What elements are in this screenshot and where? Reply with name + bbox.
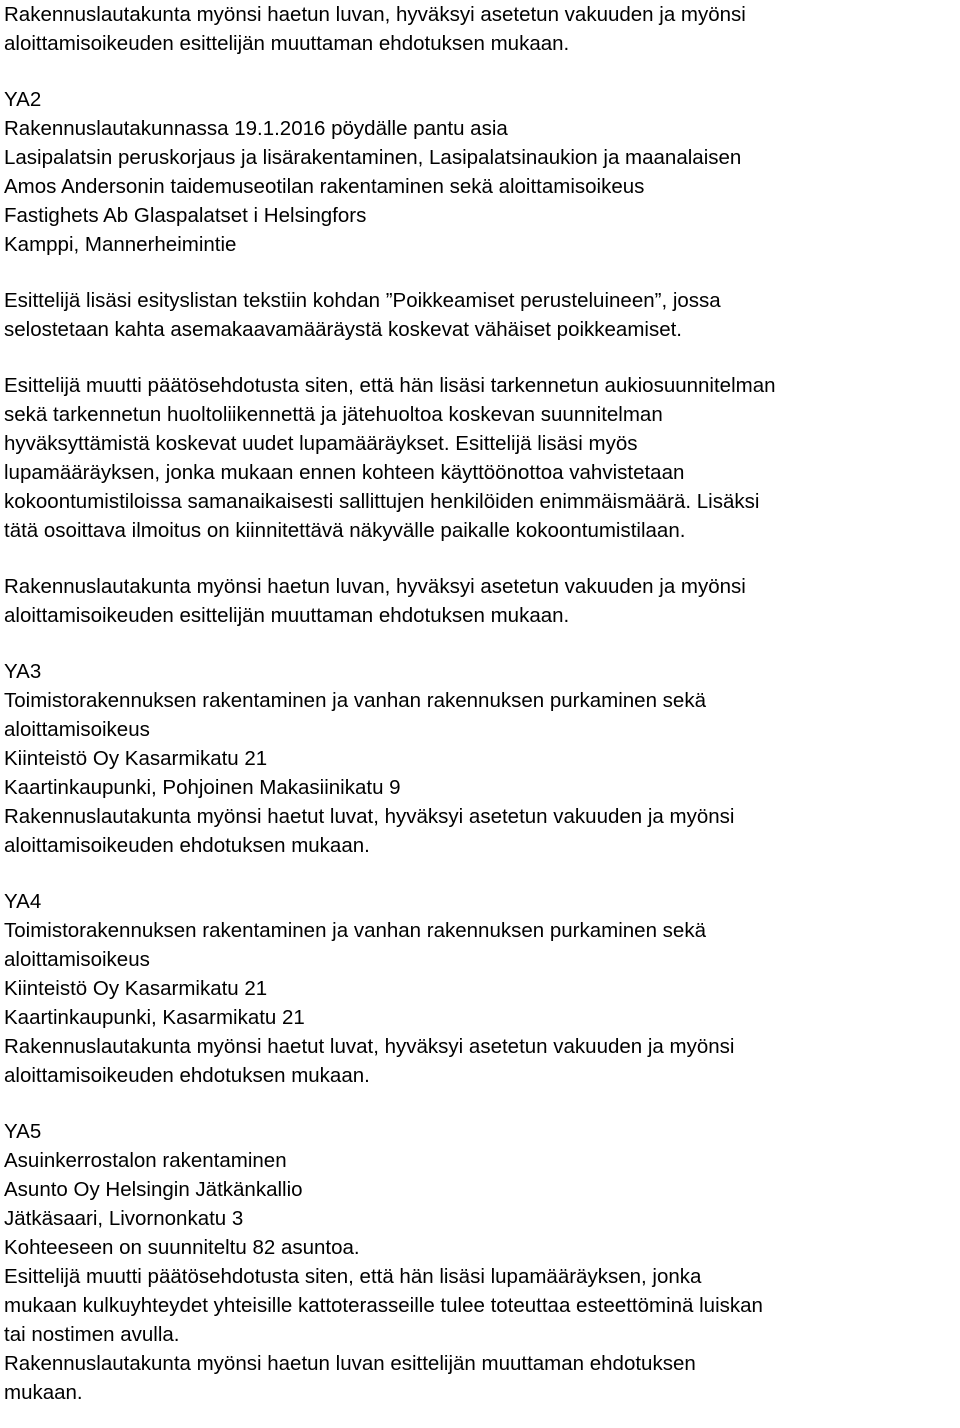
text-line: Amos Andersonin taidemuseotilan rakentaminen sekä aloittamisoikeus (4, 175, 645, 198)
paragraph-spacer (4, 259, 954, 286)
ya2-paragraph-exceptions (4, 286, 954, 344)
paragraph-spacer (4, 860, 954, 887)
text-line: tai nostimen avulla. (4, 1323, 180, 1346)
section-heading: YA2 (4, 88, 42, 111)
text-line: Kamppi, Mannerheimintie (4, 233, 237, 256)
text-line: aloittamisoikeus (4, 718, 150, 741)
text-line: Esittelijä muutti päätösehdotusta siten, että hän lisäsi tarkennetun aukiosuunnitelman (4, 374, 776, 397)
section-heading: YA3 (4, 660, 42, 683)
paragraph-spacer (4, 545, 954, 572)
text-line: Rakennuslautakunta myönsi haetun luvan, hyväksyi asetetun vakuuden ja myönsi (4, 3, 746, 26)
text-line: Esittelijä muutti päätösehdotusta siten, että hän lisäsi lupamääräyksen, jonka (4, 1265, 702, 1288)
text-line: Asuinkerrostalon rakentaminen (4, 1149, 287, 1172)
text-line: mukaan kulkuyhteydet yhteisille kattoterasseille tulee toteuttaa esteettöminä luiskan (4, 1294, 763, 1317)
paragraph-spacer (4, 1090, 954, 1117)
text-line: Rakennuslautakunta myönsi haetun luvan esittelijän muuttaman ehdotuksen (4, 1352, 696, 1375)
text-line: Esittelijä lisäsi esityslistan tekstiin kohdan ”Poikkeamiset perusteluineen”, jossa (4, 289, 721, 312)
ya2-paragraph-amendments (4, 371, 954, 545)
text-line: Lasipalatsin peruskorjaus ja lisärakentaminen, Lasipalatsinaukion ja maanalaisen (4, 146, 742, 169)
text-line: Kiinteistö Oy Kasarmikatu 21 (4, 747, 268, 770)
text-line: tätä osoittava ilmoitus on kiinnitettävä näkyvälle paikalle kokoontumistilaan. (4, 519, 686, 542)
text-line: Kaartinkaupunki, Kasarmikatu 21 (4, 1006, 305, 1029)
section-heading: YA4 (4, 890, 42, 913)
paragraph-spacer (4, 630, 954, 657)
text-line: Rakennuslautakunta myönsi haetut luvat, hyväksyi asetetun vakuuden ja myönsi (4, 805, 735, 828)
text-line: Kiinteistö Oy Kasarmikatu 21 (4, 977, 268, 1000)
text-line: Rakennuslautakunnassa 19.1.2016 pöydälle pantu asia (4, 117, 508, 140)
section-ya4 (4, 887, 954, 1090)
section-heading: YA5 (4, 1120, 42, 1143)
text-line: kokoontumistiloissa samanaikaisesti sallittujen henkilöiden enimmäismäärä. Lisäksi (4, 490, 760, 513)
text-line: Toimistorakennuksen rakentaminen ja vanhan rakennuksen purkaminen sekä (4, 919, 706, 942)
text-line: aloittamisoikeuden esittelijän muuttaman ehdotuksen mukaan. (4, 604, 570, 627)
text-line: Kaartinkaupunki, Pohjoinen Makasiinikatu 9 (4, 776, 401, 799)
text-line: Asunto Oy Helsingin Jätkänkallio (4, 1178, 303, 1201)
intro-paragraph (4, 0, 954, 58)
paragraph-spacer (4, 58, 954, 85)
document-page (4, 0, 954, 1407)
text-line: mukaan. (4, 1381, 83, 1404)
text-line: hyväksyttämistä koskevat uudet lupamääräykset. Esittelijä lisäsi myös (4, 432, 638, 455)
text-line: selostetaan kahta asemakaavamääräystä koskevat vähäiset poikkeamiset. (4, 318, 683, 341)
section-ya2 (4, 85, 954, 630)
text-line: aloittamisoikeuden esittelijän muuttaman ehdotuksen mukaan. (4, 32, 570, 55)
text-line: aloittamisoikeuden ehdotuksen mukaan. (4, 1064, 370, 1087)
text-line: aloittamisoikeus (4, 948, 150, 971)
text-line: Kohteeseen on suunniteltu 82 asuntoa. (4, 1236, 360, 1259)
text-line: aloittamisoikeuden ehdotuksen mukaan. (4, 834, 370, 857)
text-line: lupamääräyksen, jonka mukaan ennen kohteen käyttöönottoa vahvistetaan (4, 461, 685, 484)
text-line: Toimistorakennuksen rakentaminen ja vanhan rakennuksen purkaminen sekä (4, 689, 706, 712)
section-ya5 (4, 1117, 954, 1407)
text-line: sekä tarkennetun huoltoliikennettä ja jätehuoltoa koskevan suunnitelman (4, 403, 663, 426)
text-line: Jätkäsaari, Livornonkatu 3 (4, 1207, 244, 1230)
paragraph-spacer (4, 344, 954, 371)
text-line: Fastighets Ab Glaspalatset i Helsingfors (4, 204, 367, 227)
text-line: Rakennuslautakunta myönsi haetut luvat, hyväksyi asetetun vakuuden ja myönsi (4, 1035, 735, 1058)
ya2-decision (4, 572, 954, 630)
section-ya3 (4, 657, 954, 860)
text-line: Rakennuslautakunta myönsi haetun luvan, hyväksyi asetetun vakuuden ja myönsi (4, 575, 746, 598)
